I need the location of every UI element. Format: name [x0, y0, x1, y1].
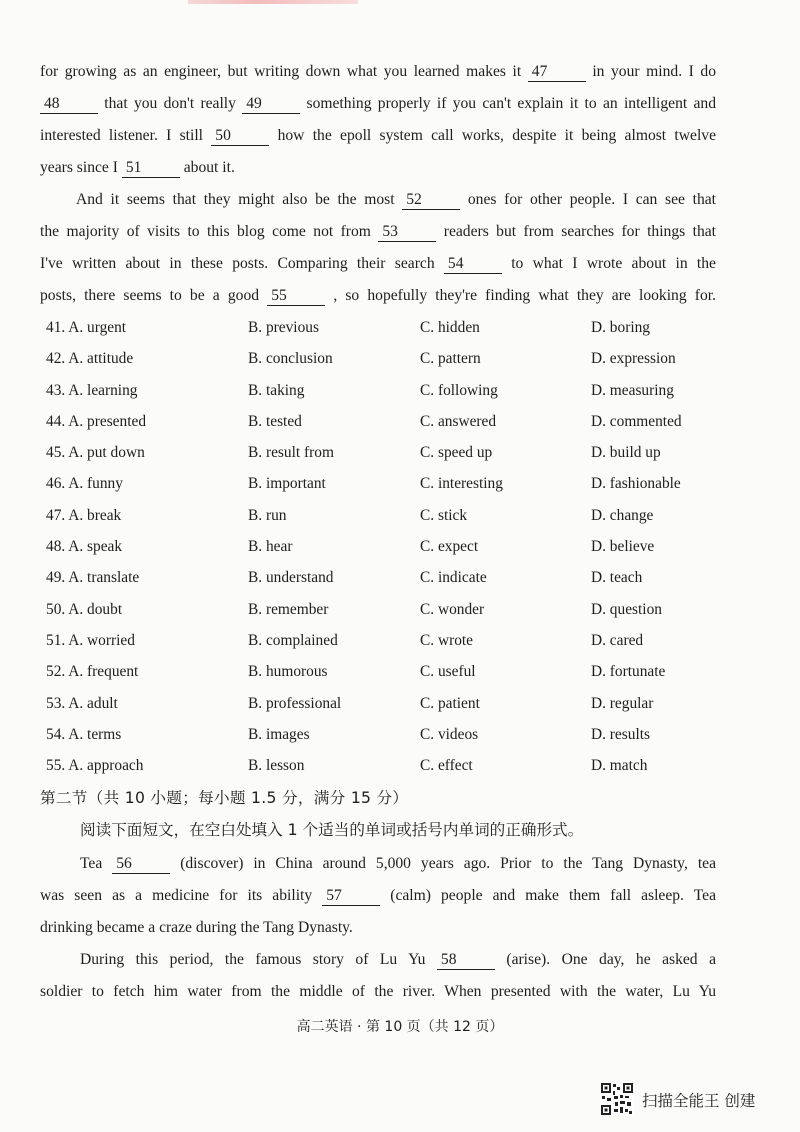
option-choice: 51. A. worried: [46, 631, 135, 649]
option-choice: C. patient: [420, 694, 480, 712]
option-choice: B. professional: [248, 694, 342, 712]
option-choice: 41. A. urgent: [46, 319, 127, 336]
option-choice: D. measuring: [591, 381, 674, 399]
option-row: [40, 562, 740, 593]
option-row: [40, 437, 740, 468]
option-choice: C. indicate: [420, 569, 487, 587]
option-choice: D. boring: [591, 319, 650, 336]
passage-text: And it seems that they might also be the most: [76, 191, 403, 208]
option-row: [40, 531, 740, 562]
passage-text: Tea: [80, 855, 113, 872]
passage-text: drinking became a craze during the Tang Dynasty.: [40, 919, 353, 936]
option-choice: C. effect: [420, 757, 473, 775]
option-choice: B. run: [248, 506, 287, 524]
passage-text: (discover) in China around 5,000 years ago. Prior to the Tang Dynasty, tea: [170, 855, 716, 872]
passage-line: [40, 184, 716, 216]
option-choice: C. useful: [420, 663, 476, 681]
option-row: [40, 750, 740, 781]
passage-text: for growing as an engineer, but writing down what you learned makes it: [40, 63, 528, 80]
option-choice: B. previous: [248, 319, 319, 336]
tea-paragraph-1: [40, 848, 716, 944]
option-choice: C. expect: [420, 538, 479, 556]
option-choice: D. change: [591, 506, 654, 524]
option-row: [40, 343, 740, 374]
option-choice: 48. A. speak: [46, 538, 123, 556]
answer-blank: 58: [437, 951, 495, 970]
option-choice: 47. A. break: [46, 506, 122, 524]
passage-text: that you don't really: [98, 95, 243, 112]
option-row: [40, 312, 740, 343]
option-choice: D. match: [591, 757, 648, 775]
option-choice: 44. A. presented: [46, 412, 147, 430]
passage-text: soldier to fetch him water from the middle of the river. When presented with the water, Lu Yu: [40, 983, 716, 1000]
option-choice: B. taking: [248, 381, 305, 399]
option-choice: C. speed up: [420, 444, 493, 462]
option-choice: 43. A. learning: [46, 381, 138, 399]
passage-line: [40, 880, 716, 912]
answer-blank: 51: [122, 159, 180, 178]
option-choice: C. pattern: [420, 350, 481, 368]
option-choice: 52. A. frequent: [46, 663, 139, 681]
passage-text: something properly if you can't explain it to an intelligent and: [300, 95, 716, 112]
passage-text: posts, there seems to be a good: [40, 287, 268, 304]
passage-line: [40, 976, 716, 1008]
passage-line: [40, 88, 716, 120]
option-choice: D. expression: [591, 350, 676, 368]
passage-line: [40, 944, 716, 976]
passage-text: how the epoll system call works, despite it being almost twelve: [269, 127, 716, 144]
passage-text: interested listener. I still: [40, 127, 212, 144]
passage-line: [40, 848, 716, 880]
option-row: [40, 406, 740, 437]
option-choice: B. remember: [248, 600, 329, 618]
answer-blank: 47: [528, 63, 586, 82]
answer-blank: 52: [402, 191, 460, 210]
option-choice: C. videos: [420, 725, 479, 743]
option-choice: 45. A. put down: [46, 444, 145, 462]
option-row: [40, 688, 740, 719]
passage-paragraph-2: [40, 184, 716, 312]
option-choice: B. tested: [248, 412, 302, 430]
option-choice: D. question: [591, 600, 662, 618]
option-choice: C. hidden: [420, 319, 480, 336]
option-row: [40, 625, 740, 656]
answer-options-table: [40, 312, 740, 781]
option-row: [40, 468, 740, 499]
option-choice: C. interesting: [420, 475, 503, 493]
tea-paragraph-2: [40, 944, 716, 1008]
passage-line: [40, 912, 716, 944]
answer-blank: 57: [322, 887, 380, 906]
passage-line: [40, 56, 716, 88]
passage-line: [40, 280, 716, 312]
option-choice: D. cared: [591, 631, 644, 649]
passage-text: was seen as a medicine for its ability: [40, 887, 323, 904]
scanner-text: 扫描全能王 创建: [642, 1092, 756, 1110]
option-choice: B. understand: [248, 569, 334, 587]
qr-code-icon: [600, 1082, 634, 1116]
passage-text: (arise). One day, he asked a: [494, 951, 716, 968]
passage-text: to what I wrote about in the: [501, 255, 716, 272]
passage-text: ones for other people. I can see that: [460, 191, 716, 208]
answer-blank: 48: [40, 95, 98, 114]
answer-blank: 56: [112, 855, 170, 874]
option-row: [40, 500, 740, 531]
passage-line: [40, 248, 716, 280]
option-choice: B. result from: [248, 444, 334, 462]
section-instruction: 阅读下面短文，在空白处填入 1 个适当的单词或括号内单词的正确形式。: [80, 821, 584, 839]
option-choice: D. teach: [591, 569, 643, 587]
answer-blank: 54: [444, 255, 502, 274]
option-choice: B. hear: [248, 538, 293, 556]
option-choice: B. humorous: [248, 663, 328, 681]
option-choice: D. believe: [591, 538, 655, 556]
option-choice: D. fashionable: [591, 475, 681, 493]
option-choice: C. stick: [420, 506, 468, 524]
option-choice: B. lesson: [248, 757, 305, 775]
option-choice: D. commented: [591, 412, 682, 430]
option-choice: C. answered: [420, 412, 497, 430]
answer-blank: 55: [267, 287, 325, 306]
option-row: [40, 719, 740, 750]
option-choice: 46. A. funny: [46, 475, 123, 493]
passage-text: the majority of visits to this blog come not from: [40, 223, 379, 240]
answer-blank: 49: [242, 95, 300, 114]
passage-paragraph-end: [40, 56, 716, 184]
passage-line: [40, 216, 716, 248]
option-choice: 49. A. translate: [46, 569, 140, 587]
page-footer: 高二英语 · 第 10 页（共 12 页）: [296, 1019, 504, 1035]
answer-blank: 53: [378, 223, 436, 242]
option-choice: D. regular: [591, 694, 654, 712]
section-title: 第二节（共 10 小题；每小题 1.5 分，满分 15 分）: [40, 789, 409, 807]
option-choice: D. build up: [591, 444, 661, 462]
passage-line: [40, 120, 716, 152]
passage-text: years since I: [40, 159, 122, 176]
passage-text: I've written about in these posts. Comparing their search: [40, 255, 444, 272]
answer-blank: 50: [211, 127, 269, 146]
passage-text: , so hopefully they're finding what they are looking for.: [325, 287, 716, 304]
option-choice: D. results: [591, 725, 650, 743]
option-row: [40, 656, 740, 687]
option-choice: B. important: [248, 475, 326, 493]
option-choice: C. wrote: [420, 631, 474, 649]
passage-text: readers but from searches for things that: [436, 223, 716, 240]
passage-text: (calm) people and make them fall asleep. Tea: [380, 887, 716, 904]
option-choice: 42. A. attitude: [46, 350, 134, 368]
option-row: [40, 375, 740, 406]
option-choice: 50. A. doubt: [46, 600, 123, 618]
option-choice: 55. A. approach: [46, 757, 144, 775]
option-choice: C. wonder: [420, 600, 485, 618]
option-choice: D. fortunate: [591, 663, 666, 681]
option-row: [40, 594, 740, 625]
option-choice: B. complained: [248, 631, 338, 649]
option-choice: C. following: [420, 381, 498, 399]
option-choice: B. images: [248, 725, 310, 743]
passage-text: about it.: [179, 159, 235, 176]
passage-text: During this period, the famous story of Lu Yu: [80, 951, 437, 968]
passage-text: in your mind. I do: [585, 63, 716, 80]
passage-line: [40, 152, 716, 184]
top-stamp-mark: [188, 0, 358, 4]
option-choice: 54. A. terms: [46, 725, 122, 743]
option-choice: 53. A. adult: [46, 694, 118, 712]
option-choice: B. conclusion: [248, 350, 333, 368]
